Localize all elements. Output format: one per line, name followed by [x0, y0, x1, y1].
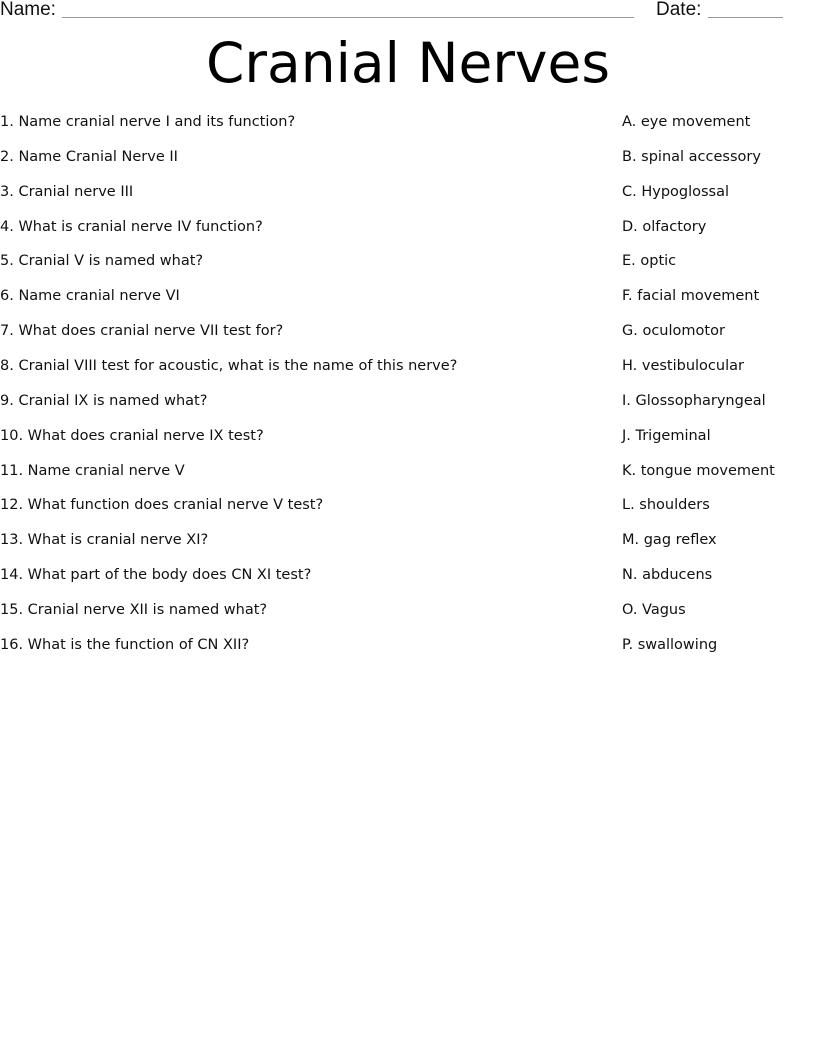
answer-item: B. spinal accessory — [622, 148, 761, 165]
answer-item: J. Trigeminal — [622, 427, 711, 444]
answer-item: N. abducens — [622, 567, 713, 584]
answer-item: E. optic — [622, 253, 677, 270]
answer-item: L. shoulders — [622, 497, 710, 514]
question-item: 2. Name Cranial Nerve II — [0, 148, 178, 165]
answer-item: P. swallowing — [622, 636, 718, 653]
answer-item: D. olfactory — [622, 218, 707, 235]
header — [0, 0, 816, 24]
question-item: 5. Cranial V is named what? — [0, 253, 204, 270]
question-list — [0, 112, 600, 670]
question-item: 15. Cranial nerve XII is named what? — [0, 602, 268, 619]
question-item: 16. What is the function of CN XII? — [0, 636, 250, 653]
date-blank-line[interactable] — [708, 17, 783, 18]
answer-item: A. eye movement — [622, 114, 751, 130]
page-title: Cranial Nerves — [206, 31, 610, 95]
name-blank-line[interactable] — [62, 17, 634, 18]
question-item: 9. Cranial IX is named what? — [0, 392, 208, 409]
answer-item: O. Vagus — [622, 602, 686, 619]
question-item: 11. Name cranial nerve V — [0, 462, 185, 479]
name-label: Name: — [0, 0, 56, 20]
question-item: 13. What is cranial nerve XI? — [0, 532, 209, 549]
answer-item: M. gag reflex — [622, 532, 717, 549]
question-item: 6. Name cranial nerve VI — [0, 288, 180, 305]
answer-item: G. oculomotor — [622, 323, 725, 340]
question-item: 10. What does cranial nerve IX test? — [0, 427, 264, 444]
answer-item: I. Glossopharyngeal — [622, 392, 766, 409]
question-item: 12. What function does cranial nerve V test? — [0, 497, 324, 514]
question-item: 7. What does cranial nerve VII test for? — [0, 323, 284, 340]
answer-item: C. Hypoglossal — [622, 183, 730, 200]
answer-list — [622, 112, 812, 670]
question-item: 8. Cranial VIII test for acoustic, what is the name of this nerve? — [0, 358, 458, 375]
answer-item: K. tongue movement — [622, 462, 775, 479]
date-label: Date: — [656, 0, 702, 20]
answer-item: H. vestibulocular — [622, 358, 744, 375]
question-item: 14. What part of the body does CN XI test? — [0, 567, 312, 584]
question-item: 1. Name cranial nerve I and its function? — [0, 114, 296, 130]
question-item: 3. Cranial nerve III — [0, 183, 134, 200]
question-item: 4. What is cranial nerve IV function? — [0, 218, 263, 235]
answer-item: F. facial movement — [622, 288, 760, 305]
